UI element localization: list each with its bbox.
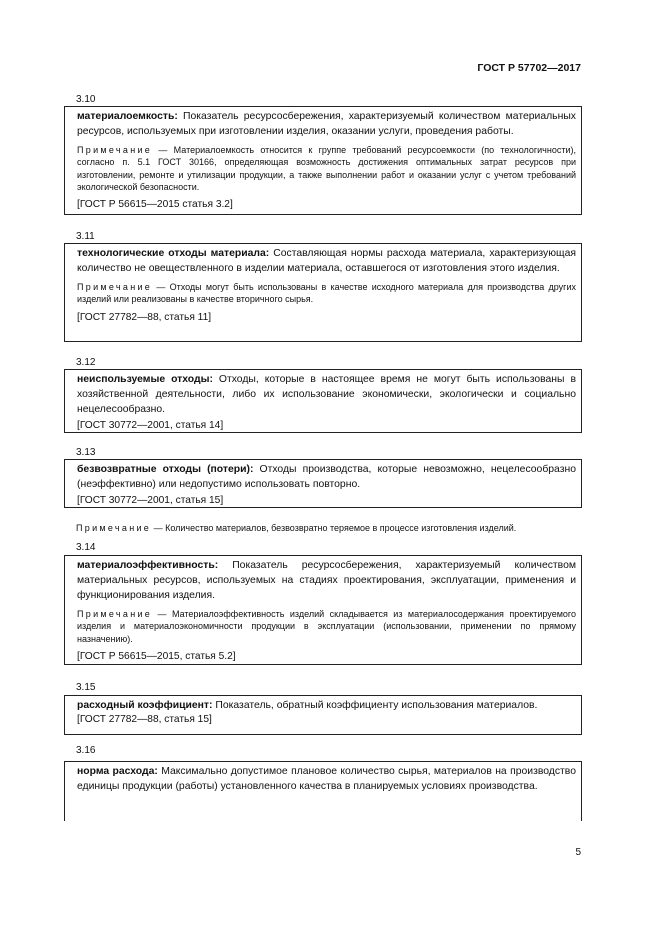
definition <box>77 372 576 417</box>
entry-number: 3.14 <box>76 542 96 553</box>
note-label: Примечание <box>77 282 153 292</box>
term: норма расхода: <box>77 766 158 777</box>
note <box>77 608 576 645</box>
definition-text: Составляющая нормы расхода материала, характеризующая количество не овеществленного в изделии материала, оставшегося от изготовления этого изделия. <box>77 248 577 274</box>
entry-number: 3.10 <box>76 94 96 105</box>
definition-text: Показатель, обратный коэффициенту использования материалов. <box>212 700 538 711</box>
note-text: — Материалоэффективность изделий складывается из материалосодержания проектируемого изделия и материалоэкономичности продукции в эксплуатации (использовании, применении по прямому назначению). <box>77 609 576 644</box>
definition-text: Отходы, которые в настоящее время не могут быть использованы в хозяйственной деятельности, либо их использование экономически, экологически и социально нецелесообразно. <box>77 374 576 415</box>
term: технологические отходы материала: <box>77 248 270 259</box>
document-header: ГОСТ Р 57702—2017 <box>477 62 581 74</box>
entry-number: 3.16 <box>76 745 96 756</box>
definition-text: Максимально допустимое плановое количество сырья, материалов на производство единицы продукции (работы) установленного качества в планируемых условиях производства. <box>77 766 576 792</box>
definition-text: Отходы производства, которые невозможно, нецелесообразно (неэффективно) или недопустимо использовать повторно. <box>77 464 576 490</box>
definition <box>77 246 576 276</box>
entry-number: 3.15 <box>76 682 96 693</box>
term: расходный коэффициент: <box>77 700 213 711</box>
term: безвозвратные отходы (потери): <box>77 464 254 475</box>
reference: [ГОСТ Р 56615—2015, статья 5.2] <box>77 650 236 662</box>
term-box <box>64 459 582 508</box>
reference: [ГОСТ 30772—2001, статья 15] <box>77 495 224 506</box>
note-label: Примечание <box>77 609 153 619</box>
page-number: 5 <box>575 847 581 858</box>
term-box <box>64 761 582 821</box>
entry-number: 3.13 <box>76 447 96 458</box>
term-box <box>64 243 582 342</box>
note-text: — Отходы могут быть использованы в качестве исходного материала для производства других изделий или реализованы в качестве вторичного сырья. <box>77 282 576 305</box>
definition <box>77 698 576 713</box>
entry-number: 3.11 <box>76 231 95 242</box>
note <box>77 281 576 306</box>
note-text: — Материалоемкость относится к группе требований ресурсоемкости (по технологичности), согласно п. 5.1 ГОСТ 30166, определяющая возможность достижения оптимальных затрат ресурсов при изготовлении, ремонте и утилизации продукции, а также выполнении работ и оказании услуг с учетом требований экологической безопасности. <box>77 145 576 192</box>
term-box <box>64 106 582 215</box>
term-box <box>64 555 582 665</box>
entry-number: 3.12 <box>76 357 96 368</box>
reference: [ГОСТ 27782—88, статья 15] <box>77 714 212 725</box>
definition-text: Показатель ресурсосбережения, характеризуемый количеством материальных ресурсов, используемых на стадиях проектирования, эксплуатации, применения и функционирования изделия. <box>77 560 576 601</box>
term: материалоемкость: <box>77 111 178 122</box>
definition-text: Показатель ресурсосбережения, характеризуемый количеством материальных ресурсов, используемых при изготовлении изделия, оказании услуги, проведения работы. <box>77 111 576 137</box>
note-label: Примечание <box>77 145 153 155</box>
term: неиспользуемые отходы: <box>77 374 213 385</box>
reference: [ГОСТ Р 56615—2015 статья 3.2] <box>77 199 233 211</box>
term-box <box>64 369 582 433</box>
term: материалоэффективность: <box>77 560 219 571</box>
term-box <box>64 695 582 735</box>
definition <box>77 109 576 139</box>
definition <box>77 558 576 603</box>
reference: [ГОСТ 30772—2001, статья 14] <box>77 420 224 431</box>
reference: [ГОСТ 27782—88, статья 11] <box>77 311 212 323</box>
note <box>76 523 516 533</box>
note-text: — Количество материалов, безвозвратно теряемое в процессе изготовления изделий. <box>151 523 517 533</box>
definition <box>77 764 576 794</box>
note-label: Примечание <box>76 523 152 533</box>
note <box>77 144 576 193</box>
definition <box>77 462 576 492</box>
